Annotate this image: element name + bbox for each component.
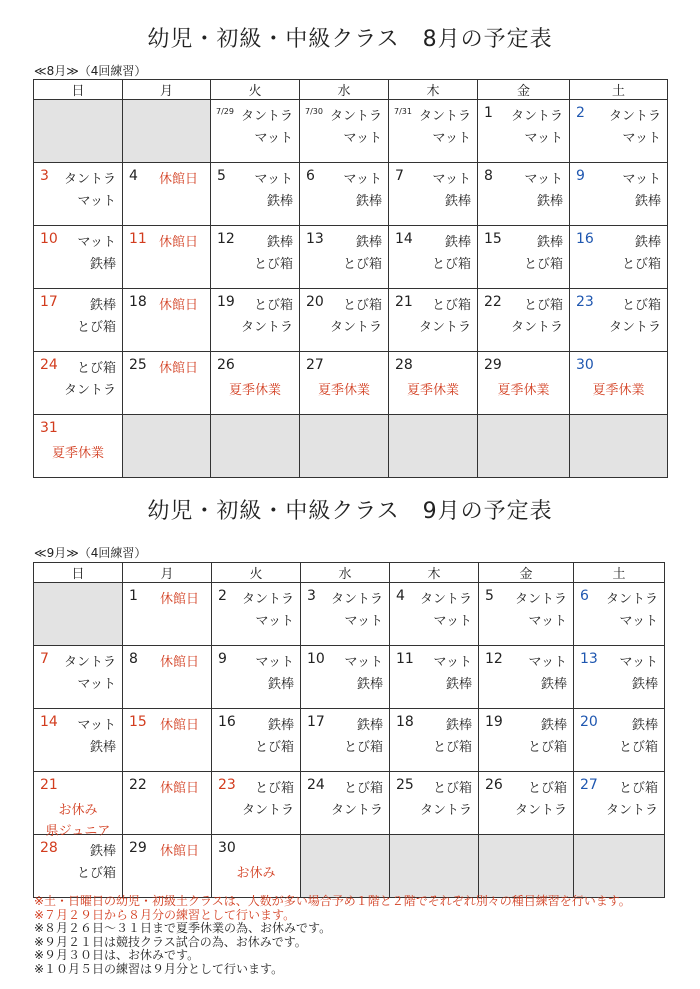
day-number: 5 [485, 588, 494, 604]
day-number: 22 [129, 777, 147, 793]
activity-2: とび箱 [76, 866, 116, 881]
empty-day-cell [301, 835, 390, 898]
activity-2: 鉄棒 [444, 194, 471, 209]
day-cell [34, 226, 123, 289]
activity-2: 鉄棒 [536, 194, 563, 209]
week-row [34, 226, 668, 289]
day-number: 6 [306, 168, 315, 184]
day-cell [570, 289, 668, 352]
day-number: 4 [396, 588, 405, 604]
september-calendar-table [33, 562, 665, 898]
day-cell [301, 583, 390, 646]
activity-2: タントラ [514, 803, 567, 818]
activity-2: 鉄棒 [631, 677, 658, 692]
day-cell [390, 646, 479, 709]
day-cell [479, 709, 574, 772]
day-cell [574, 646, 665, 709]
day-cell [390, 772, 479, 835]
activity-2: とび箱 [432, 740, 472, 755]
activity-1: とび箱 [76, 361, 116, 376]
activity-1: 休館日 [158, 298, 198, 313]
day-number: 14 [395, 231, 413, 247]
day-number: 17 [40, 294, 58, 310]
activity-2: 鉄棒 [634, 194, 661, 209]
weekday-header: 土 [574, 563, 665, 583]
activity-1: 鉄棒 [266, 235, 293, 250]
week-row [34, 646, 665, 709]
activity-3: 県ジュニア [45, 824, 111, 839]
day-cell [390, 583, 479, 646]
activity-2: マット [77, 677, 116, 692]
day-cell [389, 352, 478, 415]
activity-2: マット [254, 131, 293, 146]
weekday-header: 水 [301, 563, 390, 583]
day-cell [574, 583, 665, 646]
day-cell [300, 226, 389, 289]
day-number: 5 [217, 168, 226, 184]
day-number: 12 [217, 231, 235, 247]
day-cell [301, 646, 390, 709]
activity-1: タントラ [330, 592, 383, 607]
activity-2: タントラ [240, 320, 293, 335]
activity-2: お休み [236, 866, 276, 881]
activity-2: 鉄棒 [356, 677, 383, 692]
activity-1: 鉄棒 [445, 718, 472, 733]
empty-day-cell [389, 415, 478, 478]
activity-1: マット [254, 172, 293, 187]
day-number: 6 [580, 588, 589, 604]
empty-day-cell [390, 835, 479, 898]
week-row [34, 100, 668, 163]
day-number: 23 [576, 294, 594, 310]
weekday-header: 火 [211, 80, 300, 100]
note-line: ※９月２１日は競技クラス試合の為、お休みです。 [34, 934, 307, 949]
day-number: 19 [485, 714, 503, 730]
activity-1: 休館日 [158, 361, 198, 376]
activity-1: とび箱 [621, 298, 661, 313]
day-number: 25 [396, 777, 414, 793]
activity-1: タントラ [63, 172, 116, 187]
day-cell [570, 100, 668, 163]
activity-2: とび箱 [253, 257, 293, 272]
activity-2: 鉄棒 [540, 677, 567, 692]
activity-2: とび箱 [343, 740, 383, 755]
day-cell [300, 100, 389, 163]
day-number: 19 [217, 294, 235, 310]
activity-1: マット [255, 655, 294, 670]
activity-2: 鉄棒 [89, 257, 116, 272]
activity-2: タントラ [418, 320, 471, 335]
activity-2: 夏季休業 [406, 383, 459, 398]
weekday-header: 金 [479, 563, 574, 583]
weekday-header: 金 [478, 80, 570, 100]
activity-1: 鉄棒 [634, 235, 661, 250]
activity-1: とび箱 [254, 781, 294, 796]
day-number: 10 [307, 651, 325, 667]
day-cell [123, 352, 211, 415]
activity-2: マット [622, 131, 661, 146]
august-calendar-table [33, 79, 668, 478]
activity-2: とび箱 [254, 740, 294, 755]
day-cell [34, 289, 123, 352]
day-cell [211, 226, 300, 289]
activity-2: お休み [58, 803, 98, 818]
activity-1: タントラ [241, 592, 294, 607]
activity-2: マット [344, 614, 383, 629]
day-cell [34, 772, 123, 839]
day-number: 15 [484, 231, 502, 247]
activity-2: 夏季休業 [51, 446, 104, 461]
day-number: 20 [306, 294, 324, 310]
day-number: 2 [576, 105, 585, 121]
day-number: 1 [484, 105, 493, 121]
day-cell [123, 709, 212, 772]
day-cell [300, 289, 389, 352]
activity-1: タントラ [418, 109, 471, 124]
day-cell [212, 835, 301, 898]
activity-1: タントラ [63, 655, 116, 670]
activity-2: 鉄棒 [89, 740, 116, 755]
activity-1: 鉄棒 [89, 844, 116, 859]
day-number: 12 [485, 651, 503, 667]
day-number: 8 [129, 651, 138, 667]
activity-1: 休館日 [159, 655, 199, 670]
day-cell [574, 772, 665, 835]
day-cell [301, 772, 390, 835]
day-cell [34, 709, 123, 772]
note-line: ※８月２６日～３１日まで夏季休業の為、お休みです。 [34, 921, 332, 935]
day-cell [301, 709, 390, 772]
activity-1: タントラ [608, 109, 661, 124]
week-row [34, 835, 665, 898]
activity-1: マット [344, 655, 383, 670]
activity-2: マット [432, 131, 471, 146]
empty-day-cell [34, 100, 123, 163]
activity-2: マット [343, 131, 382, 146]
day-number: 11 [396, 651, 414, 667]
day-cell [123, 289, 211, 352]
activity-2: とび箱 [618, 740, 658, 755]
activity-2: タントラ [329, 320, 382, 335]
empty-day-cell [574, 835, 665, 898]
activity-2: 鉄棒 [445, 677, 472, 692]
day-cell [570, 352, 668, 415]
day-number: 2 [218, 588, 227, 604]
activity-1: とび箱 [523, 298, 563, 313]
activity-1: タントラ [514, 592, 567, 607]
day-cell [34, 352, 123, 415]
weekday-header: 日 [34, 80, 123, 100]
activity-2: 夏季休業 [592, 383, 645, 398]
activity-1: とび箱 [342, 298, 382, 313]
activity-2: タントラ [510, 320, 563, 335]
activity-1: 休館日 [159, 844, 199, 859]
day-number: 28 [40, 840, 58, 856]
day-number: 26 [485, 777, 503, 793]
empty-day-cell [478, 415, 570, 478]
day-number: 9 [576, 168, 585, 184]
activity-1: マット [432, 172, 471, 187]
week-row [34, 352, 668, 415]
weekday-header: 木 [390, 563, 479, 583]
activity-1: とび箱 [527, 781, 567, 796]
day-cell [574, 709, 665, 772]
day-cell [389, 100, 478, 163]
activity-2: マット [255, 614, 294, 629]
day-number: 31 [40, 420, 58, 436]
activity-2: タントラ [241, 803, 294, 818]
day-number: 7/30 [305, 107, 323, 116]
day-number: 27 [306, 357, 324, 373]
activity-2: とび箱 [342, 257, 382, 272]
activity-1: 鉄棒 [444, 235, 471, 250]
day-cell [570, 226, 668, 289]
activity-2: マット [619, 614, 658, 629]
day-number: 28 [395, 357, 413, 373]
day-number: 14 [40, 714, 58, 730]
day-cell [123, 835, 212, 898]
activity-1: タントラ [329, 109, 382, 124]
day-cell [211, 289, 300, 352]
day-number: 30 [576, 357, 594, 373]
activity-2: とび箱 [431, 257, 471, 272]
day-number: 16 [576, 231, 594, 247]
activity-1: マット [622, 172, 661, 187]
empty-day-cell [123, 415, 211, 478]
activity-1: タントラ [419, 592, 472, 607]
day-number: 23 [218, 777, 236, 793]
day-cell [479, 646, 574, 709]
day-cell [123, 226, 211, 289]
activity-2: とび箱 [621, 257, 661, 272]
august-subtitle: ≪8月≫（4回練習） [34, 64, 147, 78]
empty-day-cell [211, 415, 300, 478]
day-number: 27 [580, 777, 598, 793]
activity-1: マット [524, 172, 563, 187]
day-number: 29 [484, 357, 502, 373]
activity-1: マット [433, 655, 472, 670]
day-cell [478, 163, 570, 226]
day-number: 30 [218, 840, 236, 856]
activity-1: タントラ [510, 109, 563, 124]
day-cell [570, 163, 668, 226]
august-title: 幼児・初級・中級クラス 8月の予定表 [147, 27, 553, 52]
day-cell [478, 289, 570, 352]
activity-1: 鉄棒 [267, 718, 294, 733]
day-cell [212, 646, 301, 709]
day-number: 8 [484, 168, 493, 184]
activity-1: マット [619, 655, 658, 670]
day-number: 26 [217, 357, 235, 373]
day-cell [479, 583, 574, 646]
activity-2: 夏季休業 [228, 383, 281, 398]
activity-1: とび箱 [431, 298, 471, 313]
day-cell [211, 352, 300, 415]
day-number: 10 [40, 231, 58, 247]
day-number: 4 [129, 168, 138, 184]
weekday-header: 日 [34, 563, 123, 583]
activity-2: 夏季休業 [317, 383, 370, 398]
september-subtitle: ≪9月≫（4回練習） [34, 546, 147, 560]
day-number: 11 [129, 231, 147, 247]
day-cell [34, 415, 123, 478]
day-cell [300, 163, 389, 226]
day-number: 7 [395, 168, 404, 184]
weekday-header: 木 [389, 80, 478, 100]
activity-1: とび箱 [432, 781, 472, 796]
weekday-header: 月 [123, 80, 211, 100]
day-number: 22 [484, 294, 502, 310]
activity-1: 休館日 [158, 235, 198, 250]
activity-2: タントラ [419, 803, 472, 818]
activity-2: とび箱 [523, 257, 563, 272]
day-cell [212, 772, 301, 835]
day-cell [123, 163, 211, 226]
empty-day-cell [34, 583, 123, 646]
weekday-header: 土 [570, 80, 668, 100]
activity-2: マット [528, 614, 567, 629]
activity-1: とび箱 [618, 781, 658, 796]
activity-1: 鉄棒 [631, 718, 658, 733]
day-cell [212, 583, 301, 646]
weekday-header: 火 [212, 563, 301, 583]
day-cell [390, 709, 479, 772]
day-number: 24 [40, 357, 58, 373]
empty-day-cell [123, 100, 211, 163]
day-number: 13 [580, 651, 598, 667]
day-cell [34, 835, 123, 898]
note-line: ※９月３０日は、お休みです。 [34, 948, 200, 962]
day-cell [211, 163, 300, 226]
activity-1: 休館日 [159, 718, 199, 733]
activity-1: 鉄棒 [356, 718, 383, 733]
day-cell [123, 583, 212, 646]
activity-2: タントラ [63, 383, 116, 398]
activity-2: 鉄棒 [266, 194, 293, 209]
day-cell [34, 163, 123, 226]
note-line: ※７月２９日から８月分の練習として行います。 [34, 907, 296, 922]
day-number: 1 [129, 588, 138, 604]
day-number: 17 [307, 714, 325, 730]
activity-1: 鉄棒 [355, 235, 382, 250]
activity-2: とび箱 [527, 740, 567, 755]
day-number: 16 [218, 714, 236, 730]
day-number: 9 [218, 651, 227, 667]
activity-1: タントラ [240, 109, 293, 124]
note-line: ※１０月５日の練習は９月分として行います。 [34, 961, 284, 976]
day-cell [478, 352, 570, 415]
day-number: 18 [129, 294, 147, 310]
day-cell [479, 772, 574, 835]
day-number: 25 [129, 357, 147, 373]
day-number: 3 [40, 168, 49, 184]
activity-2: とび箱 [76, 320, 116, 335]
day-cell [212, 709, 301, 772]
activity-1: 鉄棒 [89, 298, 116, 313]
notes-block [34, 895, 631, 976]
day-number: 18 [396, 714, 414, 730]
day-cell [389, 163, 478, 226]
week-row [34, 163, 668, 226]
week-row [34, 709, 665, 772]
day-number: 13 [306, 231, 324, 247]
activity-1: マット [77, 718, 116, 733]
activity-1: マット [528, 655, 567, 670]
empty-day-cell [479, 835, 574, 898]
day-number: 20 [580, 714, 598, 730]
activity-2: タントラ [330, 803, 383, 818]
activity-1: 鉄棒 [536, 235, 563, 250]
day-cell [389, 289, 478, 352]
day-cell [123, 646, 212, 709]
activity-2: 夏季休業 [497, 383, 550, 398]
day-number: 21 [40, 777, 58, 793]
activity-2: マット [433, 614, 472, 629]
activity-1: 休館日 [159, 592, 199, 607]
activity-2: 鉄棒 [355, 194, 382, 209]
day-cell [34, 646, 123, 709]
day-cell [211, 100, 300, 163]
day-number: 29 [129, 840, 147, 856]
activity-1: とび箱 [343, 781, 383, 796]
activity-1: 休館日 [159, 781, 199, 796]
activity-2: マット [77, 194, 116, 209]
week-row [34, 415, 668, 478]
empty-day-cell [570, 415, 668, 478]
day-number: 7/31 [394, 107, 412, 116]
weekday-header: 水 [300, 80, 389, 100]
activity-1: タントラ [605, 592, 658, 607]
day-cell [300, 352, 389, 415]
day-number: 21 [395, 294, 413, 310]
day-number: 7 [40, 651, 49, 667]
september-title: 幼児・初級・中級クラス 9月の予定表 [147, 499, 553, 524]
activity-2: タントラ [605, 803, 658, 818]
day-cell [478, 100, 570, 163]
activity-2: 鉄棒 [267, 677, 294, 692]
day-number: 3 [307, 588, 316, 604]
empty-day-cell [300, 415, 389, 478]
weekday-header: 月 [123, 563, 212, 583]
day-cell [123, 772, 212, 835]
activity-1: マット [343, 172, 382, 187]
activity-2: タントラ [608, 320, 661, 335]
activity-1: マット [77, 235, 116, 250]
day-number: 24 [307, 777, 325, 793]
week-row [34, 289, 668, 352]
activity-1: 休館日 [158, 172, 198, 187]
day-number: 7/29 [216, 107, 234, 116]
day-cell [478, 226, 570, 289]
note-line: ※土・日曜日の幼児・初級土クラスは、人数が多い場合予め１階と２階でそれぞれ別々の種目練習を行います。 [34, 894, 631, 908]
activity-1: 鉄棒 [540, 718, 567, 733]
activity-1: とび箱 [253, 298, 293, 313]
day-number: 15 [129, 714, 147, 730]
week-row [34, 772, 665, 835]
day-cell [389, 226, 478, 289]
activity-2: マット [524, 131, 563, 146]
week-row [34, 583, 665, 646]
